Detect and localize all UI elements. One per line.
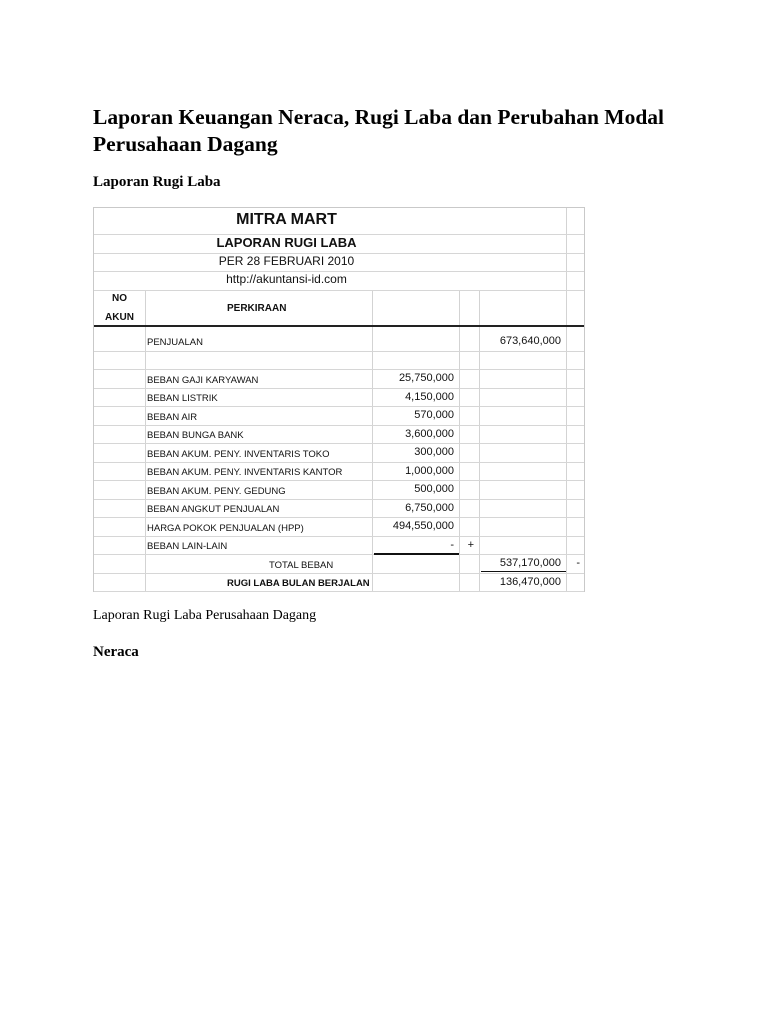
col-header-akun: AKUN xyxy=(105,312,134,323)
section-heading-neraca: Neraca xyxy=(93,644,139,660)
grid-line xyxy=(94,351,584,352)
grid-line xyxy=(94,443,584,444)
expense-value: - xyxy=(450,539,454,551)
income-statement-image xyxy=(93,207,585,592)
expense-value: 25,750,000 xyxy=(398,372,454,384)
grid-line xyxy=(94,462,584,463)
total-rule xyxy=(481,571,566,572)
total-beban-value: 537,170,000 xyxy=(499,557,561,569)
expense-value: 570,000 xyxy=(414,409,454,421)
grid-line xyxy=(94,388,584,389)
expense-label: BEBAN LISTRIK xyxy=(147,393,218,404)
section-heading-rugi-laba: Laporan Rugi Laba xyxy=(93,174,221,190)
grid-line xyxy=(94,536,584,537)
grid-line xyxy=(94,499,584,500)
plus-sign: + xyxy=(467,539,474,551)
grid-line xyxy=(94,591,584,592)
grid-line xyxy=(94,573,584,574)
grid-line xyxy=(94,554,584,555)
total-beban-label: TOTAL BEBAN xyxy=(269,560,334,571)
grid-line xyxy=(94,369,584,370)
report-url: http://akuntansi-id.com xyxy=(226,272,347,286)
expense-label: BEBAN AKUM. PENY. INVENTARIS TOKO xyxy=(147,449,330,460)
penjualan-label: PENJUALAN xyxy=(147,337,203,348)
subtotal-rule xyxy=(374,553,459,555)
grid-line xyxy=(94,425,584,426)
grid-line xyxy=(94,517,584,518)
expense-value: 6,750,000 xyxy=(405,502,454,514)
report-period: PER 28 FEBRUARI 2010 xyxy=(218,254,355,268)
expense-label: BEBAN AIR xyxy=(147,412,198,423)
expense-label: BEBAN AKUM. PENY. INVENTARIS KANTOR xyxy=(147,467,343,478)
grid-line xyxy=(94,480,584,481)
penjualan-value: 673,640,000 xyxy=(499,335,561,347)
expense-value: 494,550,000 xyxy=(392,520,454,532)
page-title: Laporan Keuangan Neraca, Rugi Laba dan Perubahan Modal Perusahaan Dagang xyxy=(93,105,665,156)
net-income-label: RUGI LABA BULAN BERJALAN xyxy=(227,578,370,589)
net-income-value: 136,470,000 xyxy=(499,576,561,588)
col-header-no: NO xyxy=(112,293,127,304)
expense-label: BEBAN ANGKUT PENJUALAN xyxy=(147,504,280,515)
expense-label: HARGA POKOK PENJUALAN (HPP) xyxy=(147,523,304,534)
expense-label: BEBAN GAJI KARYAWAN xyxy=(147,375,259,386)
company-name: MITRA MART xyxy=(236,211,337,228)
expense-label: BEBAN AKUM. PENY. GEDUNG xyxy=(147,486,286,497)
header-underline xyxy=(94,325,584,327)
expense-value: 4,150,000 xyxy=(405,391,454,403)
report-title: LAPORAN RUGI LABA xyxy=(216,235,357,250)
expense-label: BEBAN BUNGA BANK xyxy=(147,430,244,441)
minus-sign: - xyxy=(576,557,580,569)
grid-line xyxy=(145,291,146,592)
expense-label: BEBAN LAIN-LAIN xyxy=(147,541,228,552)
expense-value: 3,600,000 xyxy=(405,428,454,440)
grid-line xyxy=(566,208,567,592)
grid-line xyxy=(479,291,480,592)
grid-line xyxy=(372,291,373,592)
expense-value: 300,000 xyxy=(414,446,454,458)
grid-line xyxy=(459,291,460,592)
grid-line xyxy=(94,290,584,291)
expense-value: 1,000,000 xyxy=(405,465,454,477)
col-header-perkiraan: PERKIRAAN xyxy=(227,303,287,314)
grid-line xyxy=(94,406,584,407)
expense-value: 500,000 xyxy=(414,483,454,495)
image-caption: Laporan Rugi Laba Perusahaan Dagang xyxy=(93,608,317,623)
